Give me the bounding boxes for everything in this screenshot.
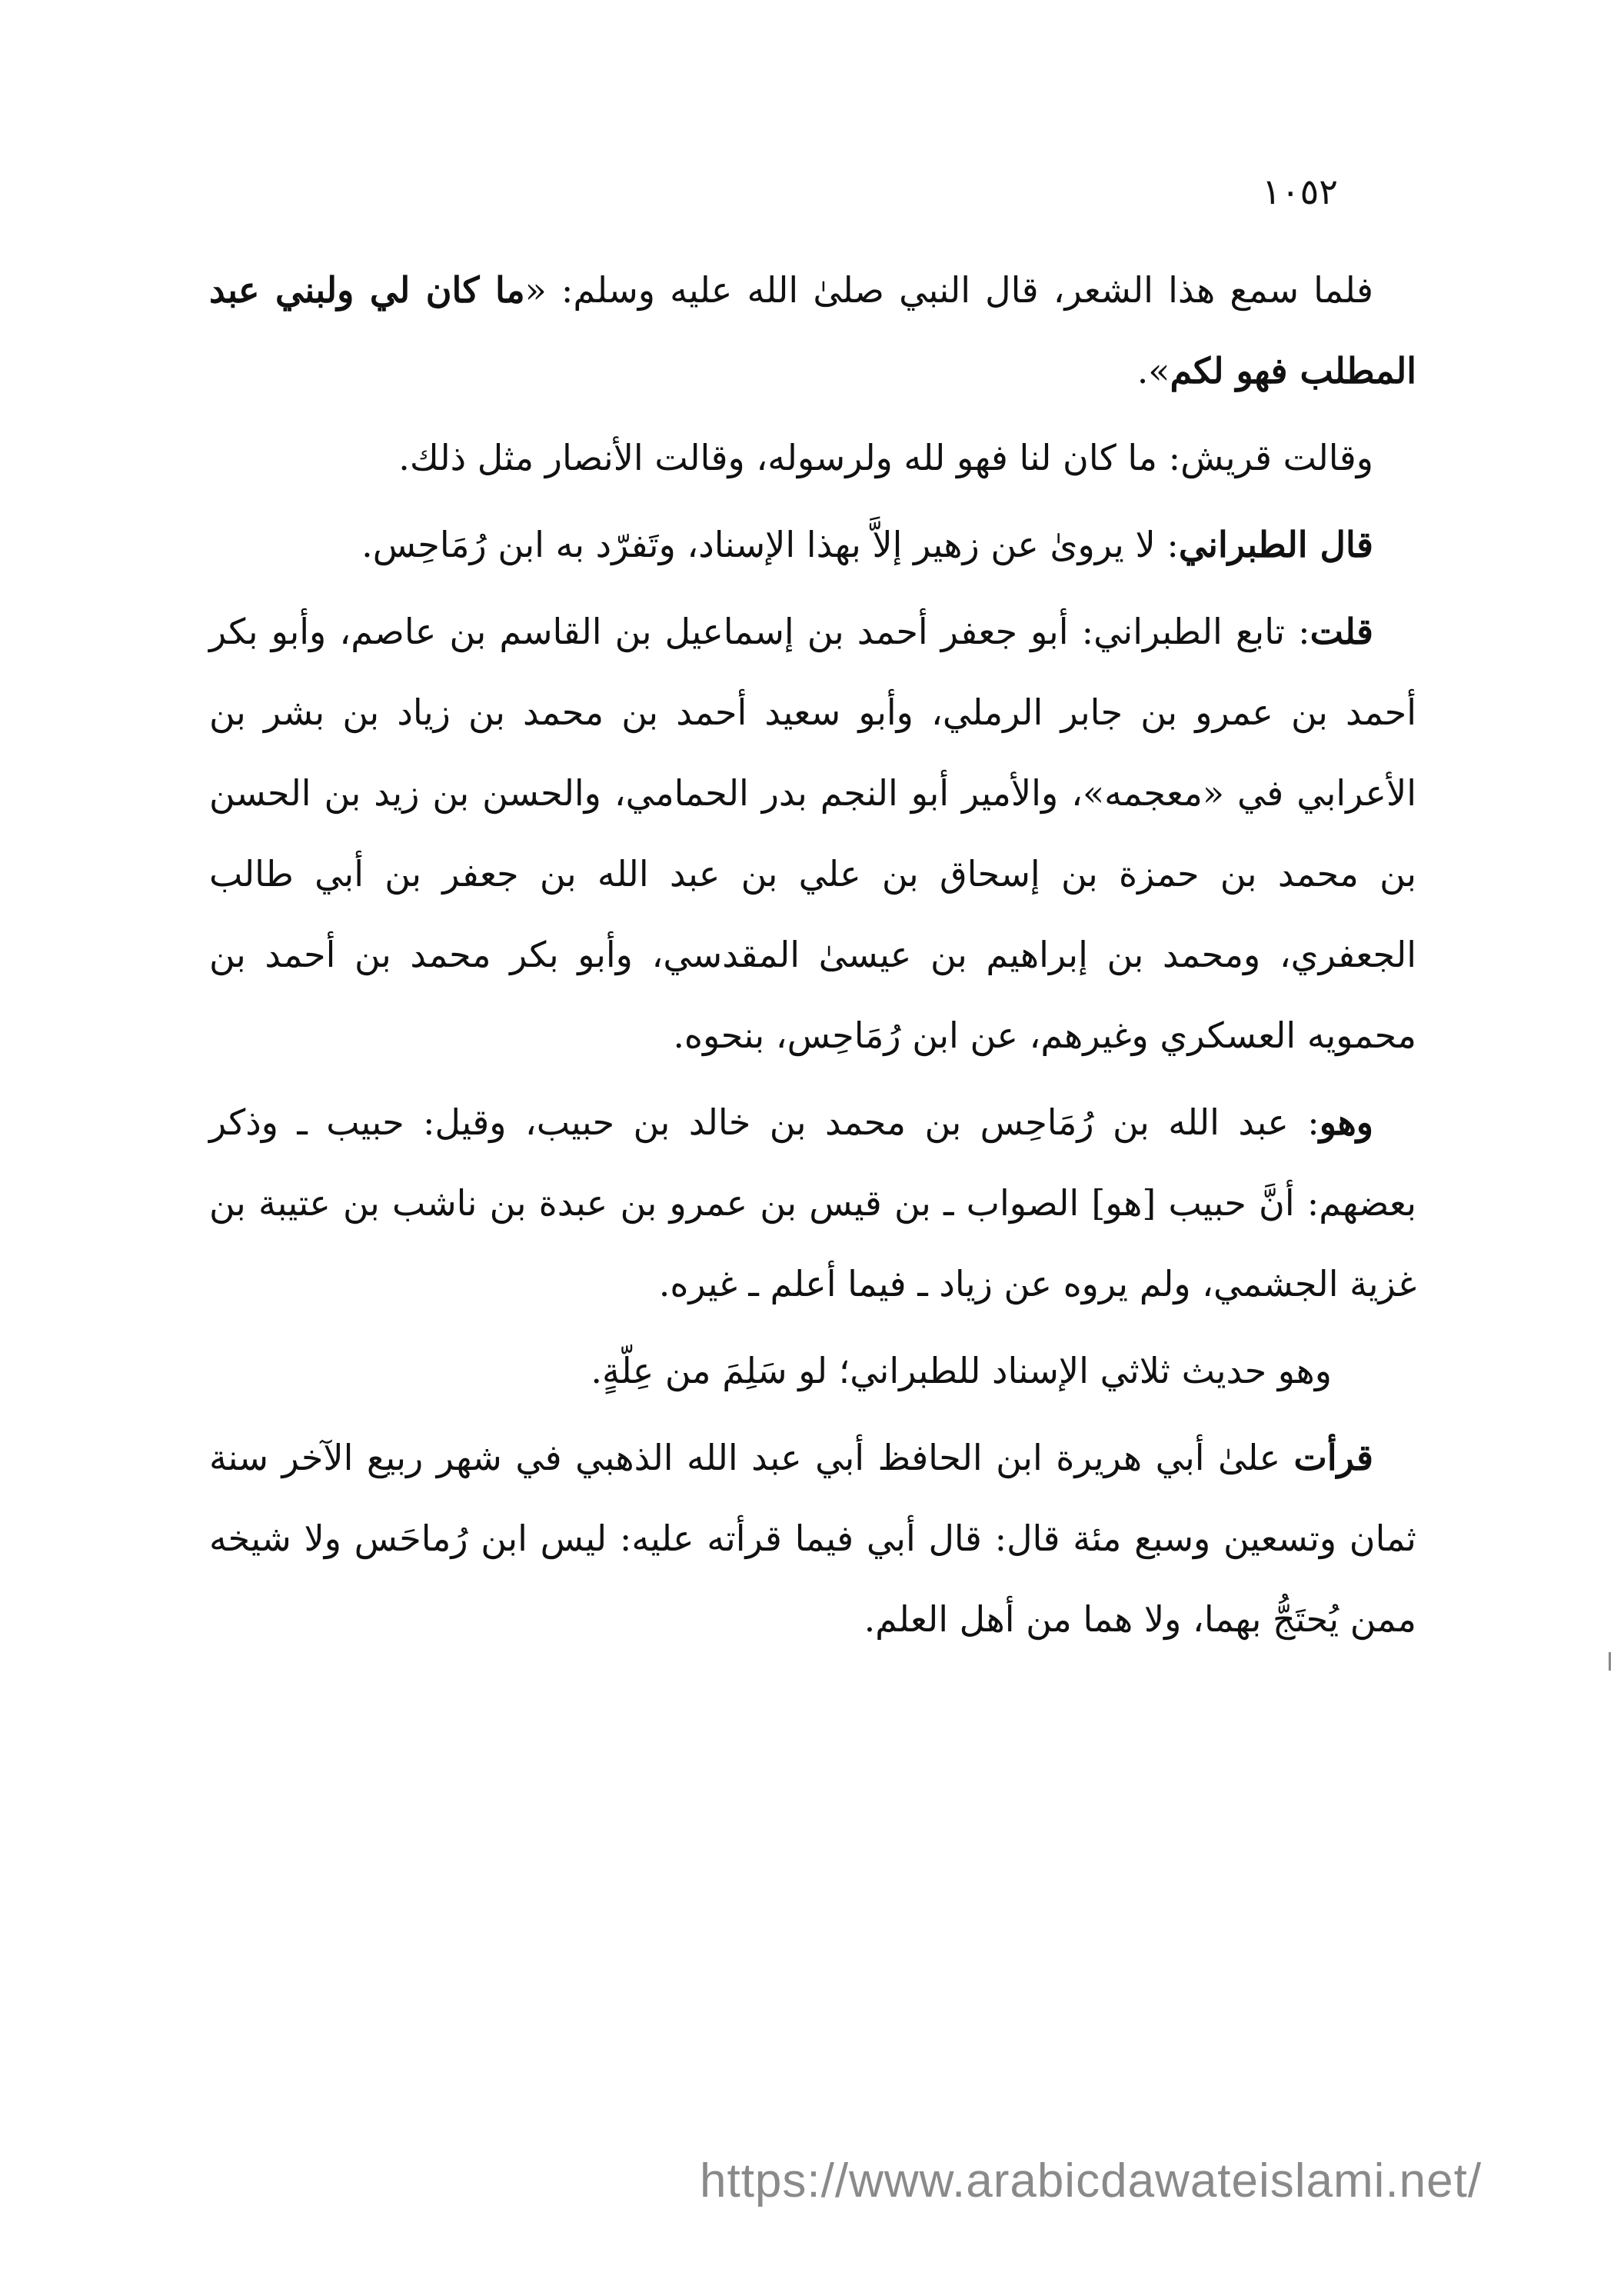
- text-segment: : عبد الله بن رُمَاحِس بن محمد بن خالد بن حبيب، وقيل: حبيب ـ وذكر بعضهم: أنَّ حبيب [هو] الصواب ـ بن قيس بن عمرو بن عبدة بن ناشب بن عتيبة بن غزية الجشمي، ولم يروه عن زياد ـ فيما أعلم ـ غيره.: [209, 1101, 1416, 1304]
- text-segment: وقالت قريش: ما كان لنا فهو لله ولرسوله، وقالت الأنصار مثل ذلك.: [398, 437, 1373, 478]
- text-segment: وهو حديث ثلاثي الإسناد للطبراني؛ لو سَلِمَ من عِلّةٍ.: [591, 1350, 1332, 1391]
- paragraph-4: [209, 591, 1416, 1076]
- text-segment: علىٰ أبي هريرة ابن الحافظ أبي عبد الله الذهبي في شهر ربيع الآخر سنة ثمان وتسعين وسبع مئة قال: قال أبي فيما قرأته عليه: ليس ابن رُماحَس ولا شيخه ممن يُحتَجُّ بهما، ولا هما من أهل العلم.: [209, 1437, 1416, 1640]
- paragraph-2: [209, 418, 1416, 498]
- text-segment-bold: ما كان لي ولبني عبد المطلب فهو لكم: [209, 269, 1416, 391]
- text-segment: فلما سمع هذا الشعر، قال النبي صلىٰ الله عليه وسلم: «: [524, 269, 1373, 311]
- text-segment-bold: قرأت: [1293, 1437, 1373, 1478]
- margin-mark: [1609, 1652, 1611, 1671]
- page-number: ١٠٥٢: [1262, 171, 1338, 212]
- paragraph-6: [209, 1331, 1416, 1411]
- text-segment: : لا يرویٰ عن زهير إلاَّ بهذا الإسناد، وتَفرّد به ابن رُمَاحِس.: [361, 524, 1179, 565]
- text-segment: ».: [1136, 350, 1170, 391]
- text-segment: : تابع الطبراني: أبو جعفر أحمد بن إسماعيل بن القاسم بن عاصم، وأبو بكر أحمد بن عمرو بن جابر الرملي، وأبو سعيد أحمد بن محمد بن زياد بن بشر بن الأعرابي في «معجمه»، والأمير أبو النجم بدر الحمامي، والحسن بن زيد بن الحسن بن محمد بن حمزة بن إسحاق بن علي بن عبد الله بن جعفر بن أبي طالب الجعفري، ومحمد بن إبراهيم بن عيسىٰ المقدسي، وأبو بكر محمد بن أحمد بن محمويه العسكري وغيرهم، عن ابن رُمَاحِس، بنحوه.: [209, 611, 1416, 1056]
- main-text: [209, 250, 1416, 1666]
- paragraph-3: [209, 505, 1416, 585]
- paragraph-7: [209, 1418, 1416, 1660]
- text-segment-bold: قال الطبراني: [1178, 524, 1373, 565]
- text-segment-bold: وهو: [1319, 1101, 1373, 1143]
- watermark-url: https://www.arabicdawateislami.net/: [700, 2154, 1483, 2207]
- paragraph-5: [209, 1082, 1416, 1324]
- paragraph-1: [209, 250, 1416, 411]
- text-segment-bold: قلت: [1310, 611, 1373, 652]
